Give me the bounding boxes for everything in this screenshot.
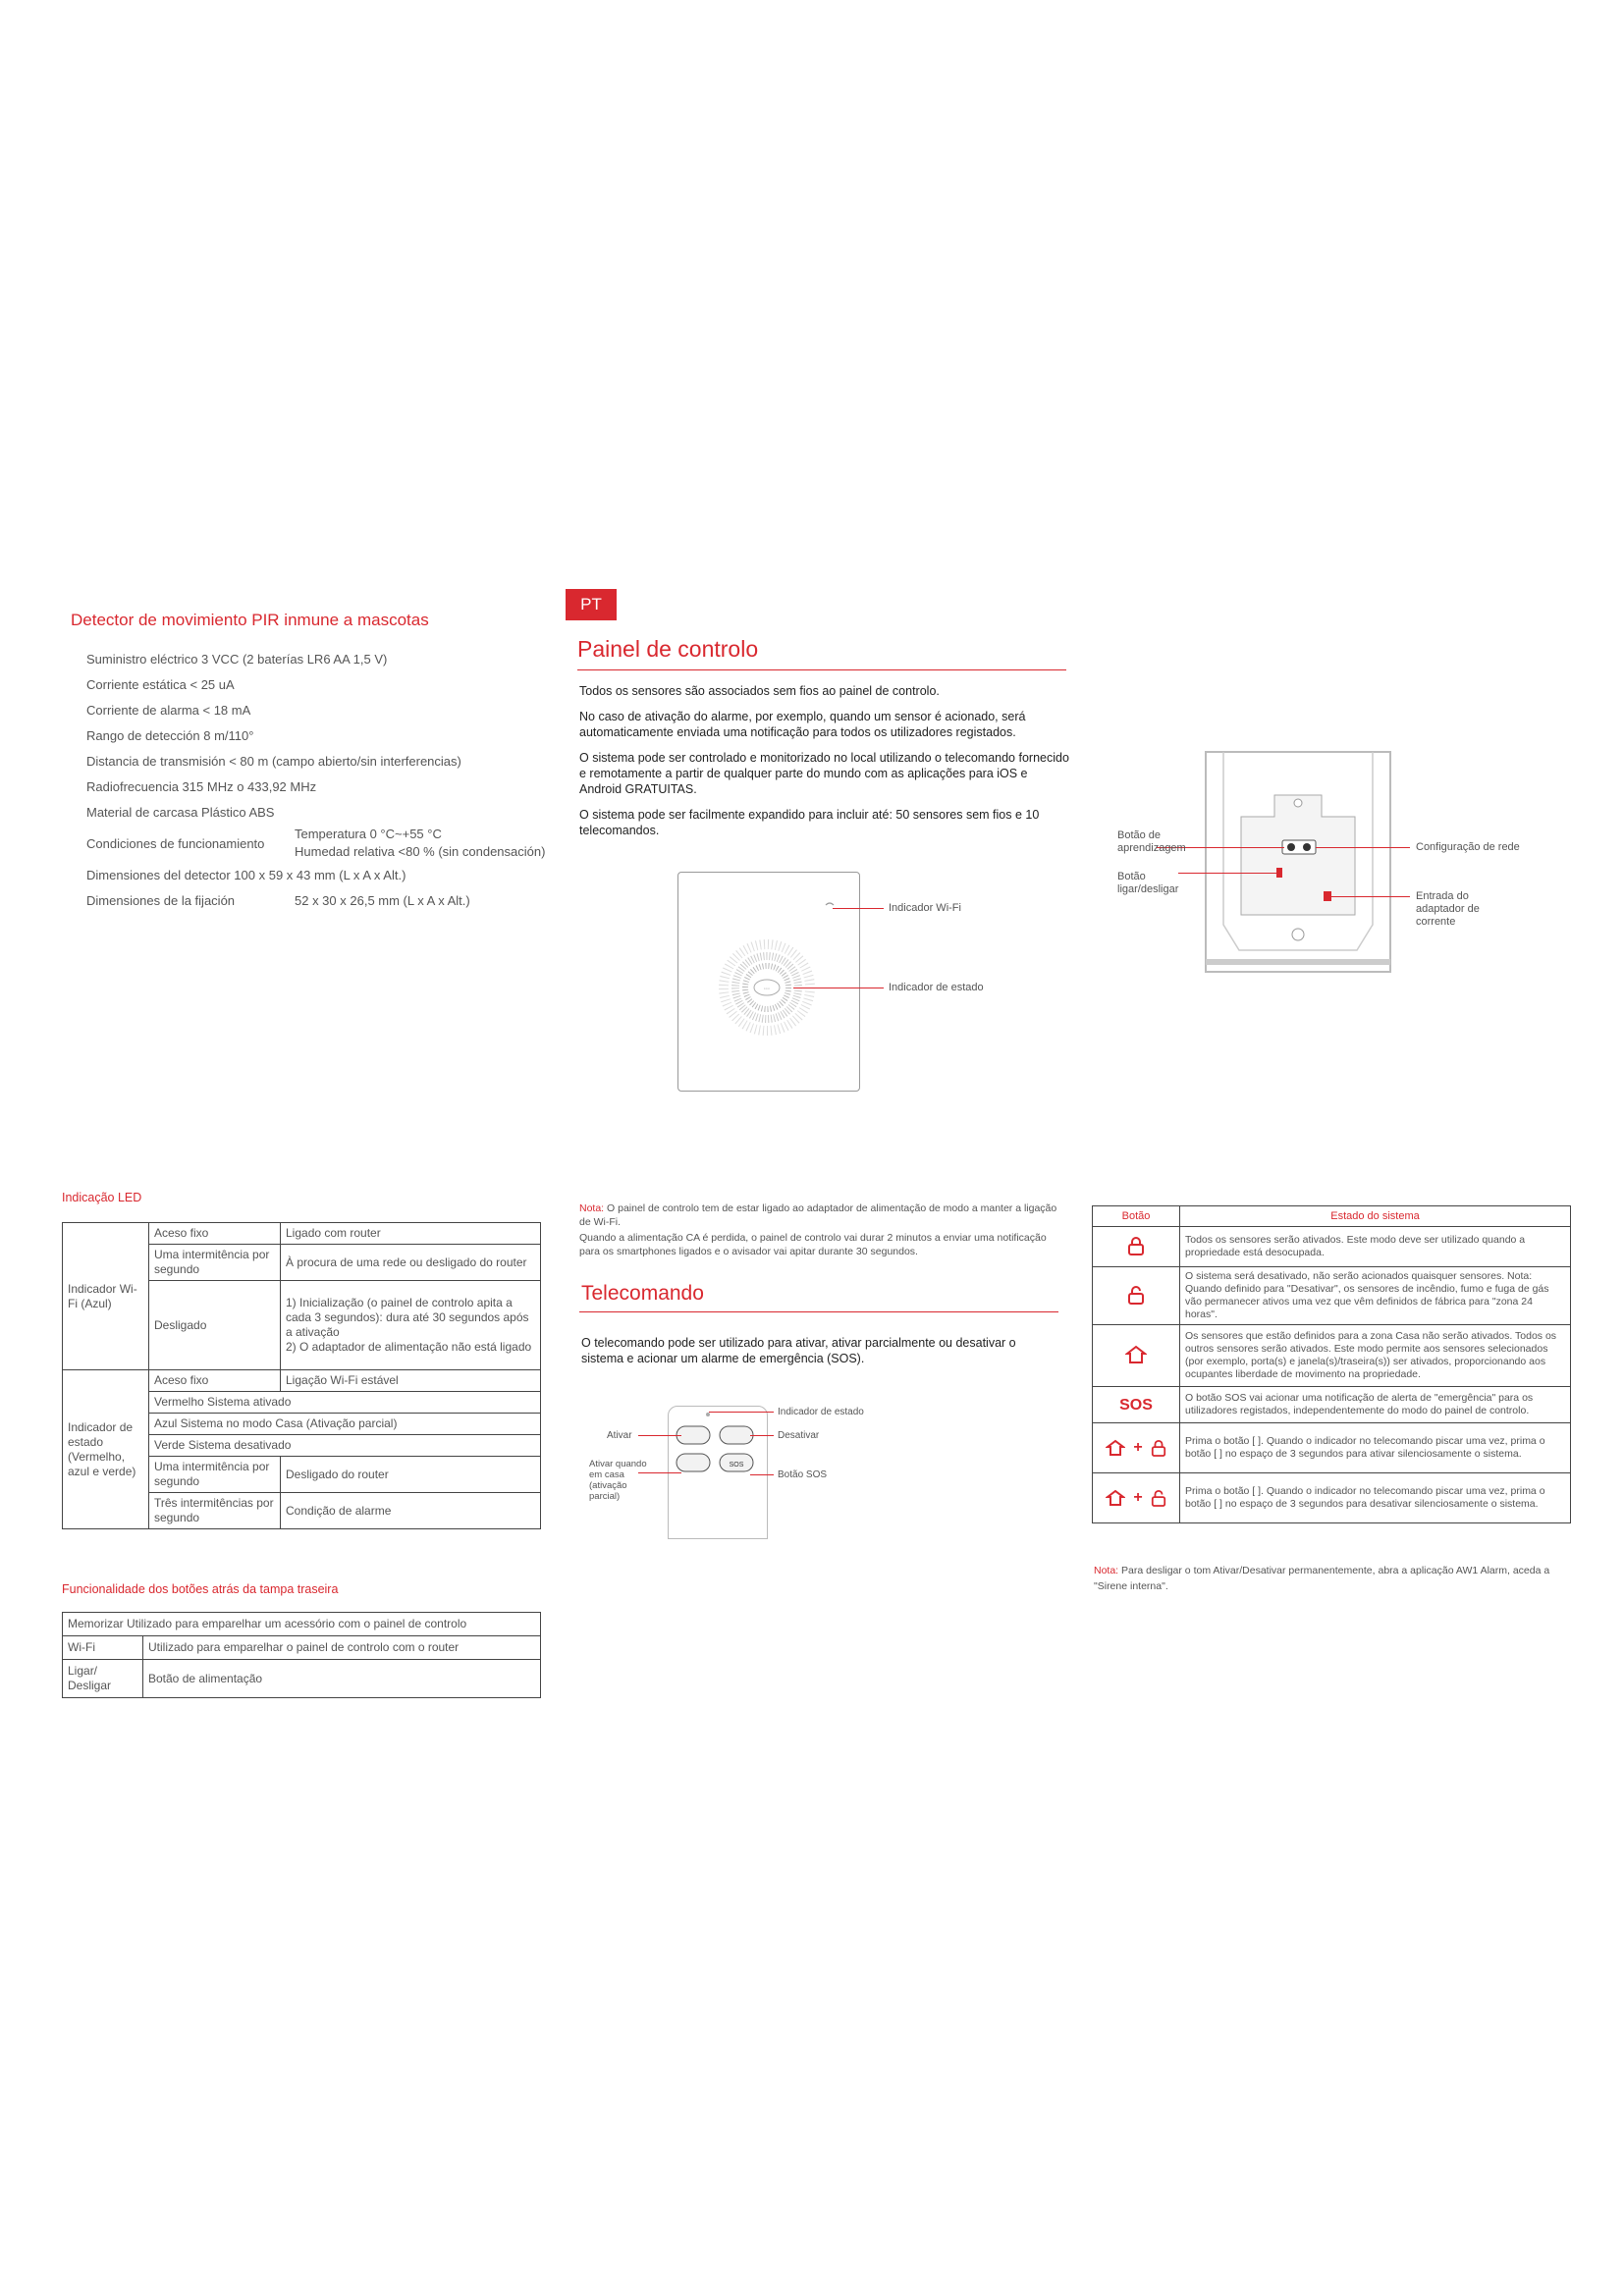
painel-title-rule (577, 669, 1066, 670)
wifi-indicator-icon (826, 903, 834, 905)
pir-dims-fix-label: Dimensiones de la fijación (86, 893, 236, 908)
power-note-label: Nota: (579, 1202, 605, 1214)
control-panel-front-illustration (677, 872, 860, 1092)
system-state-text: Prima o botão [ ]. Quando o indicador no telecomando piscar uma vez, prima o botão [ ] no espaço de 3 segundos para desativar silenciosamente o sistema. (1180, 1473, 1571, 1523)
pir-conditions-value-1: Humedad relativa <80 % (sin condensación) (295, 844, 546, 859)
pir-conditions-value-0: Temperatura 0 °C~+55 °C (295, 827, 442, 841)
remote-drawing (669, 1407, 767, 1538)
system-state-table (1092, 1205, 1571, 1523)
painel-title: Painel de controlo (577, 636, 759, 662)
func-desc: Utilizado para emparelhar o painel de controlo com o router (143, 1636, 541, 1660)
lock-closed-icon (1093, 1227, 1180, 1267)
led-meaning: Condição de alarme (281, 1493, 541, 1529)
table-row (1093, 1227, 1571, 1267)
power-note-line2: Quando a alimentação CA é perdida, o painel de controlo vai durar 2 minutos a enviar uma notificação para os smartphones ligados e o avisador vai apitar durante 30 segundos. (579, 1232, 1047, 1257)
led-state: Três intermitências por segundo (149, 1493, 281, 1529)
system-state-text: Todos os sensores serão ativados. Este modo deve ser utilizado quando a propriedade está desocupada. (1180, 1227, 1571, 1267)
table-row (63, 1636, 541, 1660)
pir-spec-2: Corriente de alarma < 18 mA (86, 703, 251, 718)
system-note-label: Nota: (1094, 1565, 1119, 1576)
header-button: Botão (1093, 1206, 1180, 1227)
svg-text:◦◦◦: ◦◦◦ (763, 987, 771, 992)
led-table (62, 1222, 541, 1529)
plus-sign: + (1133, 1439, 1143, 1457)
table-header-row (1093, 1206, 1571, 1227)
table-row (1093, 1325, 1571, 1387)
table-row (1093, 1387, 1571, 1423)
pir-spec-1: Corriente estática < 25 uA (86, 677, 235, 692)
pir-spec-6: Material de carcasa Plástico ABS (86, 805, 275, 820)
pir-spec-0: Suministro eléctrico 3 VCC (2 baterías LR6 AA 1,5 V) (86, 652, 388, 667)
led-state: Aceso fixo (149, 1370, 281, 1392)
led-state: Verde Sistema desativado (149, 1435, 541, 1457)
telecomando-title: Telecomando (581, 1282, 704, 1305)
func-table (62, 1612, 541, 1698)
remote-callout-disarm: Desativar (778, 1430, 820, 1441)
remote-callout-home-arm: Ativar quando em casa (ativação parcial) (589, 1459, 647, 1502)
table-row (1093, 1473, 1571, 1523)
pir-dims-fix-value: 52 x 30 x 26,5 mm (L x A x Alt.) (295, 893, 470, 908)
led-title: Indicação LED (62, 1191, 142, 1204)
home-lock-icon (1093, 1325, 1180, 1387)
system-state-text: O botão SOS vai acionar uma notificação de alerta de "emergência" para os utilizadores registados, independentemente do modo do painel de controlo. (1180, 1387, 1571, 1423)
sos-text: SOS (1093, 1387, 1180, 1423)
table-row (63, 1613, 541, 1636)
pir-spec-4: Distancia de transmisión < 80 m (campo abierto/sin interferencias) (86, 754, 461, 769)
pir-spec-5: Radiofrecuencia 315 MHz o 433,92 MHz (86, 779, 317, 794)
system-state-text: O sistema será desativado, não serão acionados quaisquer sensores. Nota: Quando definido para "Desativar", os sensores de incêndio, fumo e fuga de gás vão permanecer ativos uma vez que vêm definidos de fábrica para "zona 24 horas". (1180, 1267, 1571, 1325)
led-state: Aceso fixo (149, 1223, 281, 1245)
func-desc: Botão de alimentação (143, 1660, 541, 1698)
table-row (1093, 1267, 1571, 1325)
telecomando-title-rule (579, 1311, 1058, 1312)
led-state: Uma intermitência por segundo (149, 1245, 281, 1281)
control-panel-back-drawing (1202, 748, 1394, 980)
header-system-state: Estado do sistema (1180, 1206, 1571, 1227)
painel-paragraph-2: O sistema pode ser controlado e monitorizado no local utilizando o telecomando fornecido e remotamente a partir de qualquer parte do mundo com as aplicações para iOS e Android GRATUITAS. (579, 751, 1069, 796)
home-plus-lock-icon (1093, 1423, 1180, 1473)
table-row (63, 1660, 541, 1698)
led-meaning: À procura de uma rede ou desligado do router (281, 1245, 541, 1281)
language-badge-label: PT (580, 595, 602, 614)
led-group-status: Indicador de estado (Vermelho, azul e verde) (63, 1370, 149, 1529)
system-note-text: Para desligar o tom Ativar/Desativar permanentemente, abra a aplicação AW1 Alarm, aceda a "Sirene interna". (1094, 1565, 1550, 1592)
led-group-wifi: Indicador Wi-Fi (Azul) (63, 1223, 149, 1370)
callout-network-config: Configuração de rede (1416, 841, 1520, 853)
language-badge (566, 589, 617, 620)
table-row (63, 1223, 541, 1245)
callout-learn-button: Botão de aprendizagem (1117, 829, 1186, 854)
remote-callout-sos: Botão SOS (778, 1469, 828, 1480)
led-state: Azul Sistema no modo Casa (Ativação parcial) (149, 1414, 541, 1435)
pir-spec-3: Rango de detección 8 m/110° (86, 728, 254, 743)
led-state: Vermelho Sistema ativado (149, 1392, 541, 1414)
remote-illustration (668, 1406, 768, 1539)
pir-dims-detector: Dimensiones del detector 100 x 59 x 43 mm (L x A x Alt.) (86, 868, 406, 882)
control-panel-front-drawing (678, 873, 859, 1091)
func-name: Ligar/ Desligar (63, 1660, 143, 1698)
system-state-text: Os sensores que estão definidos para a zona Casa não serão ativados. Todos os outros sensores serão ativados. Este modo permite aos sensores selecionados (por exemplo, porta(s) e janela(s)/traseira(s)) ser ativados, proporcionando aos ocupantes liberdade de movimento na propriedade. (1180, 1325, 1571, 1387)
remote-callout-status: Indicador de estado (778, 1407, 864, 1417)
plus-sign: + (1133, 1489, 1143, 1507)
led-state: Uma intermitência por segundo (149, 1457, 281, 1493)
func-title: Funcionalidade dos botões atrás da tampa traseira (62, 1582, 339, 1596)
painel-paragraph-0: Todos os sensores são associados sem fios ao painel de controlo. (579, 684, 940, 698)
callout-power-button: Botão ligar/desligar (1117, 871, 1179, 895)
table-row (63, 1370, 541, 1392)
lock-open-icon (1093, 1267, 1180, 1325)
painel-paragraph-1: No caso de ativação do alarme, por exemplo, quando um sensor é acionado, será automaticamente enviada uma notificação para todos os utilizadores registados. (579, 710, 1026, 739)
led-meaning: 1) Inicialização (o painel de controlo apita a cada 3 segundos): dura até 30 segundos após a ativação 2) O adaptador de alimentação não está ligado (281, 1281, 541, 1370)
system-state-text: Prima o botão [ ]. Quando o indicador no telecomando piscar uma vez, prima o botão [ ] no espaço de 3 segundos para ativar silenciosamente o sistema. (1180, 1423, 1571, 1473)
led-state: Desligado (149, 1281, 281, 1370)
table-row (1093, 1423, 1571, 1473)
func-row-memorize: Memorizar Utilizado para emparelhar um acessório com o painel de controlo (63, 1613, 541, 1636)
func-name: Wi-Fi (63, 1636, 143, 1660)
painel-paragraph-3: O sistema pode ser facilmente expandido para incluir até: 50 sensores sem fios e 10 telecomandos. (579, 808, 1040, 837)
remote-callout-arm: Ativar (607, 1430, 632, 1441)
led-meaning: Ligado com router (281, 1223, 541, 1245)
callout-wifi-indicator: Indicador Wi-Fi (889, 902, 961, 914)
pir-conditions-label: Condiciones de funcionamiento (86, 836, 265, 851)
callout-status-indicator: Indicador de estado (889, 982, 984, 993)
pir-title: Detector de movimiento PIR inmune a mascotas (71, 611, 429, 629)
telecomando-text: O telecomando pode ser utilizado para ativar, ativar parcialmente ou desativar o sistema e acionar um alarme de emergência (SOS). (581, 1336, 1016, 1365)
home-plus-lock-open-icon (1093, 1473, 1180, 1523)
led-meaning: Desligado do router (281, 1457, 541, 1493)
led-meaning: Ligação Wi-Fi estável (281, 1370, 541, 1392)
power-note-line1: O painel de controlo tem de estar ligado ao adaptador de alimentação de modo a manter a ligação de Wi-Fi. (579, 1202, 1057, 1228)
svg-text:SOS: SOS (729, 1462, 744, 1468)
control-panel-back-illustration (1202, 748, 1394, 980)
callout-power-input: Entrada do adaptador de corrente (1416, 890, 1480, 928)
